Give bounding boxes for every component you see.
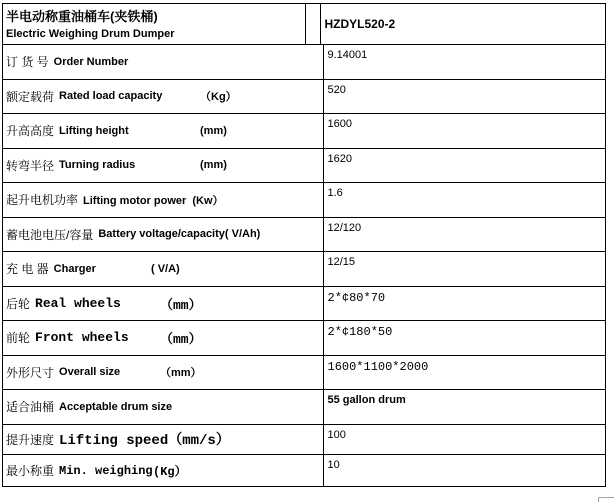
- table-row-battery: [3, 218, 605, 253]
- spec-label-cell: [3, 425, 324, 455]
- table-row-order-number: [3, 45, 605, 80]
- spec-label-zh: 起升电机功率: [6, 193, 79, 208]
- spec-label-en: Battery voltage/capacity( V/Ah): [98, 228, 261, 241]
- spec-unit: （mm）: [160, 332, 202, 348]
- spec-value-cell: 1600*1100*2000: [327, 359, 429, 374]
- spec-label-en: Lifting speed（mm/s）: [59, 433, 230, 450]
- spec-label-en: Overall size: [59, 366, 121, 379]
- table-row-rear-wheels: [3, 287, 605, 322]
- product-title-zh: 半电动称重油桶车(夹铁桶): [6, 8, 158, 24]
- spec-value-cell: 9.14001: [327, 49, 368, 61]
- spec-unit: （mm）: [160, 297, 202, 313]
- spec-label-cell: [3, 356, 324, 390]
- spec-value-cell: 1600: [327, 118, 352, 130]
- spec-value-cell: 55 gallon drum: [327, 394, 406, 406]
- spec-label-cell: [3, 149, 324, 183]
- spec-label-en: Acceptable drum size: [59, 400, 173, 413]
- table-row-min-weighing: [3, 455, 605, 486]
- spec-label-cell: [3, 80, 324, 114]
- spec-label-en: Charger: [53, 262, 96, 275]
- model-number: HZDYL520-2: [324, 17, 396, 31]
- spec-label-en: Turning radius: [59, 159, 136, 172]
- spec-label-zh: 前轮: [6, 331, 31, 346]
- table-row-overall-size: [3, 356, 605, 391]
- spec-value-cell: 100: [327, 428, 346, 441]
- spec-label-zh: 升高高度: [6, 124, 55, 139]
- spec-label-en: Lifting height: [59, 124, 129, 137]
- spec-label-zh: 额定载荷: [6, 89, 55, 104]
- model-cell: [321, 4, 606, 44]
- table-row-motor-power: [3, 183, 605, 218]
- spec-label-cell: [3, 287, 324, 321]
- product-title-en: Electric Weighing Drum Dumper: [6, 27, 175, 40]
- product-title-cell: [3, 4, 306, 44]
- table-row-lifting-speed: [3, 425, 605, 456]
- spec-value-cell: 10: [327, 459, 340, 471]
- spec-label-cell: [3, 45, 324, 79]
- table-row-rated-load: [3, 80, 605, 115]
- spec-unit: （mm）: [160, 367, 202, 380]
- spec-label-zh: 外形尺寸: [6, 365, 55, 380]
- spec-label-en: Min. weighing: [59, 463, 153, 478]
- spec-unit: (mm): [200, 124, 227, 137]
- spec-value-cell: 2*¢180*50: [327, 325, 393, 339]
- table-row-drum-size: [3, 390, 605, 425]
- spec-label-zh: 适合油桶: [6, 400, 55, 415]
- spec-unit: （Kg）: [200, 91, 237, 104]
- spec-unit: (mm): [200, 159, 227, 172]
- spec-value-cell: 1.6: [327, 187, 343, 199]
- spec-label-en: Real wheels: [35, 295, 121, 311]
- spec-label-cell: [3, 218, 324, 252]
- header-spacer-cell: [306, 4, 321, 44]
- spec-label-en: Order Number: [53, 55, 129, 68]
- spec-label-zh: 后轮: [6, 296, 31, 311]
- spec-label-en: Lifting motor power (Kw）: [83, 194, 224, 207]
- spec-label-cell: [3, 321, 324, 355]
- spec-value-cell: 12/120: [327, 221, 362, 234]
- spec-unit: (Kg）: [153, 465, 187, 479]
- spec-label-cell: [3, 390, 324, 424]
- spec-label-en: Front wheels: [35, 330, 129, 346]
- spec-value-cell: 2*¢80*70: [327, 290, 386, 305]
- spec-table: [2, 3, 606, 487]
- spec-unit: ( V/A): [151, 262, 180, 275]
- table-row-turning-radius: [3, 149, 605, 184]
- spec-label-zh: 转弯半径: [6, 158, 55, 173]
- spec-label-cell: [3, 455, 324, 486]
- table-row-charger: [3, 252, 605, 287]
- adjacent-table-corner-fragment: [598, 497, 614, 502]
- spec-label-zh: 蓄电池电压/容量: [6, 227, 94, 242]
- spec-label-zh: 订 货 号: [6, 55, 49, 70]
- table-row-front-wheels: [3, 321, 605, 356]
- table-row-lifting-height: [3, 114, 605, 149]
- spec-label-zh: 充 电 器: [6, 262, 49, 277]
- spec-label-cell: [3, 183, 324, 217]
- spec-label-cell: [3, 252, 324, 286]
- spec-value-cell: 1620: [327, 152, 352, 165]
- spec-value-cell: 12/15: [327, 256, 356, 268]
- spec-label-zh: 提升速度: [6, 432, 55, 447]
- spec-label-zh: 最小称重: [6, 464, 55, 478]
- table-header-row: [3, 4, 605, 45]
- spec-label-en: Rated load capacity: [59, 90, 163, 103]
- spec-value-cell: 520: [327, 83, 346, 96]
- spec-label-cell: [3, 114, 324, 148]
